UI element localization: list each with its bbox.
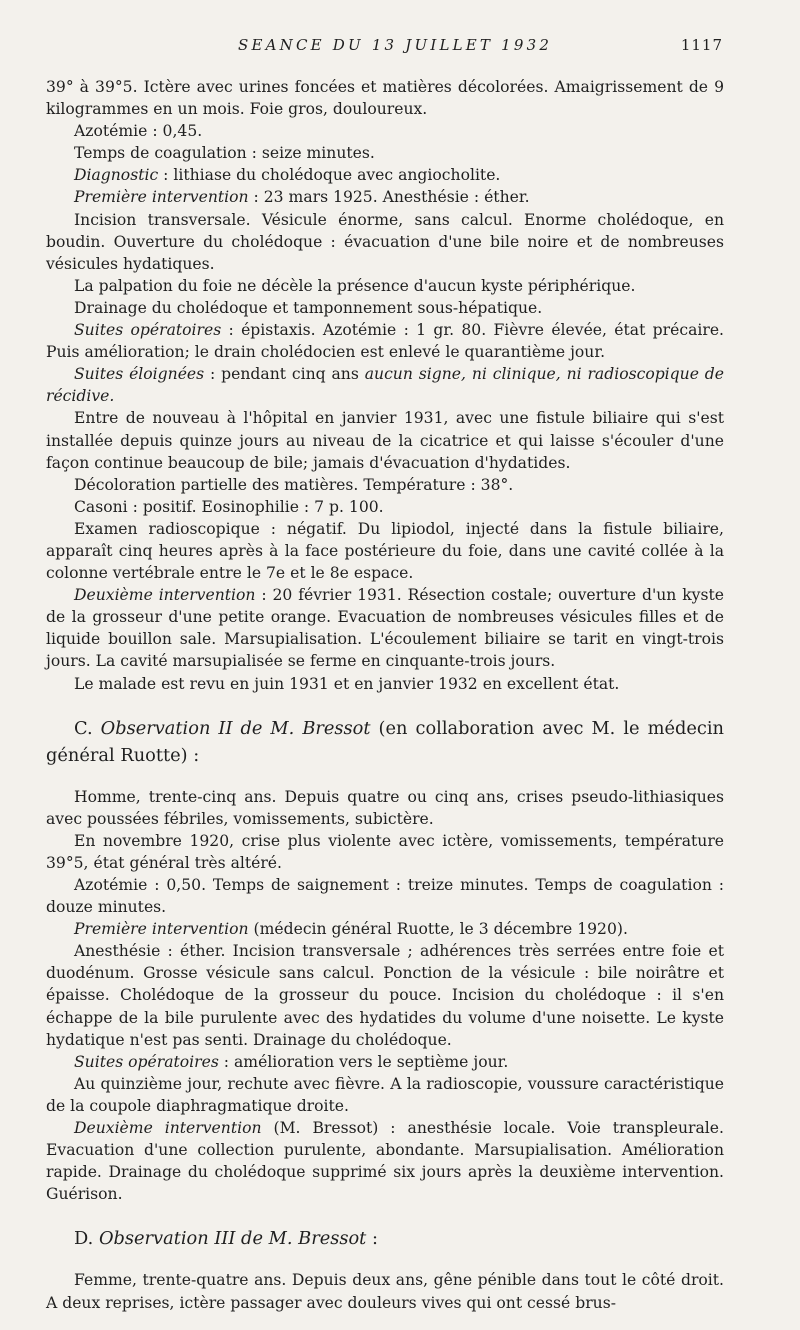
paragraph: La palpation du foie ne décèle la présence d'aucun kyste périphérique.	[74, 276, 636, 295]
paragraph: 39° à 39°5. Ictère avec urines foncées et matières décolorées. Amaigrissement de 9 kilogrammes en un mois. Foie gros, douloureux.	[46, 78, 724, 119]
paragraph-text: (M. Bressot) : anesthésie locale. Voie transpleurale. Evacuation d'une collection purulente, abondante. Marsupialisation. Amélioration rapide. Drainage du cholédoque supprimé six jours après la deuxième intervention. Guérison.	[46, 1119, 724, 1204]
paragraph-text: (médecin général Ruotte, le 3 décembre 1920).	[248, 920, 628, 939]
paragraph: Anesthésie : éther. Incision transversale ; adhérences très serrées entre foie et duodénum. Grosse vésicule sans calcul. Ponction de la vésicule : bile noirâtre et épaisse. Cholédoque de la grosseur du pouce. Incision du cholédoque : il s'en échappe de la bile purulente avec des hydatides du volume d'une noisette. Le kyste hydatique n'est pas senti. Drainage du cholédoque.	[46, 942, 724, 1049]
document-body	[46, 76, 724, 1314]
paragraph-text: : lithiase du cholédoque avec angiocholite.	[158, 166, 501, 185]
section-heading-d	[46, 1225, 724, 1252]
section-letter: C.	[74, 717, 101, 739]
paragraph	[46, 1051, 724, 1073]
section-title: Observation III de M. Bressot	[98, 1228, 367, 1250]
paragraph-text: : épistaxis. Azotémie : 1 gr. 80. Fièvre élevée, état précaire. Puis amélioration; le drain cholédocien est enlevé le quarantième jour.	[46, 321, 725, 362]
italic-label: Première intervention	[74, 920, 249, 939]
paragraph: En novembre 1920, crise plus violente avec ictère, vomissements, température 39°5, état général très altéré.	[46, 831, 724, 872]
paragraph-text: : 23 mars 1925. Anesthésie : éther.	[248, 188, 530, 207]
paragraph: Casoni : positif. Eosinophilie : 7 p. 100.	[74, 497, 384, 516]
paragraph	[46, 1117, 724, 1205]
italic-label: Suites opératoires	[74, 321, 222, 340]
paragraph	[46, 164, 724, 186]
page-header	[0, 36, 800, 60]
paragraph	[46, 319, 724, 363]
section-letter: D.	[74, 1228, 99, 1250]
italic-label: Deuxième intervention	[74, 1119, 262, 1138]
running-title: SEANCE DU 13 JUILLET 1932	[238, 36, 553, 54]
paragraph-text: : 20 février 1931. Résection costale; ouverture d'un kyste de la grosseur d'une petite orange. Evacuation de nombreuses vésicules filles et de liquide bouillon sale. Marsupialisation. L'écoulement biliaire se tarit en vingt-trois jours. La cavité marsupialisée se ferme en cinquante-trois jours.	[46, 586, 724, 671]
paragraph	[46, 584, 724, 672]
italic-text: aucun signe, ni clinique, ni radioscopique de récidive.	[46, 365, 725, 406]
paragraph	[46, 363, 724, 407]
section-title: Observation II de M. Bressot	[100, 717, 371, 739]
paragraph: Décoloration partielle des matières. Température : 38°.	[74, 475, 514, 494]
paragraph: Drainage du cholédoque et tamponnement sous-hépatique.	[74, 298, 543, 317]
italic-label: Diagnostic	[74, 166, 159, 185]
paragraph-text: : amélioration vers le septième jour.	[218, 1052, 509, 1071]
paragraph	[46, 918, 724, 940]
paragraph: Examen radioscopique : négatif. Du lipiodol, injecté dans la fistule biliaire, apparaît cinq heures après à la face postérieure du foie, dans une cavité collée à la colonne vertébrale entre le 7e et le 8e espace.	[46, 519, 724, 583]
paragraph: Azotémie : 0,50. Temps de saignement : treize minutes. Temps de coagulation : douze minutes.	[46, 876, 724, 917]
paragraph: Homme, trente-cinq ans. Depuis quatre ou cinq ans, crises pseudo-lithiasiques avec poussées fébriles, vomissements, subictère.	[46, 787, 724, 828]
italic-label: Première intervention	[74, 188, 249, 207]
section-suffix: (en collaboration avec M. le médecin général Ruotte) :	[46, 717, 724, 766]
paragraph: Incision transversale. Vésicule énorme, sans calcul. Enorme cholédoque, en boudin. Ouverture du cholédoque : évacuation d'une bile noire et de nombreuses vésicules hydatiques.	[46, 210, 724, 273]
paragraph-text: : pendant cinq ans	[204, 365, 365, 384]
paragraph: Entre de nouveau à l'hôpital en janvier 1931, avec une fistule biliaire qui s'est installée depuis quinze jours au niveau de la cicatrice et qui laisse s'écouler d'une façon continue beaucoup de bile; jamais d'évacuation d'hydatides.	[46, 409, 724, 472]
page-number: 1117	[680, 36, 723, 54]
paragraph: Le malade est revu en juin 1931 et en janvier 1932 en excellent état.	[74, 674, 620, 693]
section-suffix: :	[366, 1228, 378, 1250]
section-heading-c	[46, 715, 724, 769]
italic-label: Deuxième intervention	[74, 586, 256, 605]
paragraph: Au quinzième jour, rechute avec fièvre. A la radioscopie, voussure caractéristique de la coupole diaphragmatique droite.	[46, 1074, 724, 1115]
paragraph	[46, 186, 724, 208]
italic-label: Suites éloignées	[74, 365, 205, 384]
paragraph: Temps de coagulation : seize minutes.	[74, 144, 375, 163]
paragraph: Azotémie : 0,45.	[74, 122, 203, 141]
italic-label: Suites opératoires	[74, 1052, 219, 1071]
paragraph: Femme, trente-quatre ans. Depuis deux ans, gêne pénible dans tout le côté droit. A deux reprises, ictère passager avec douleurs vives qui ont cessé brus-	[46, 1271, 724, 1312]
